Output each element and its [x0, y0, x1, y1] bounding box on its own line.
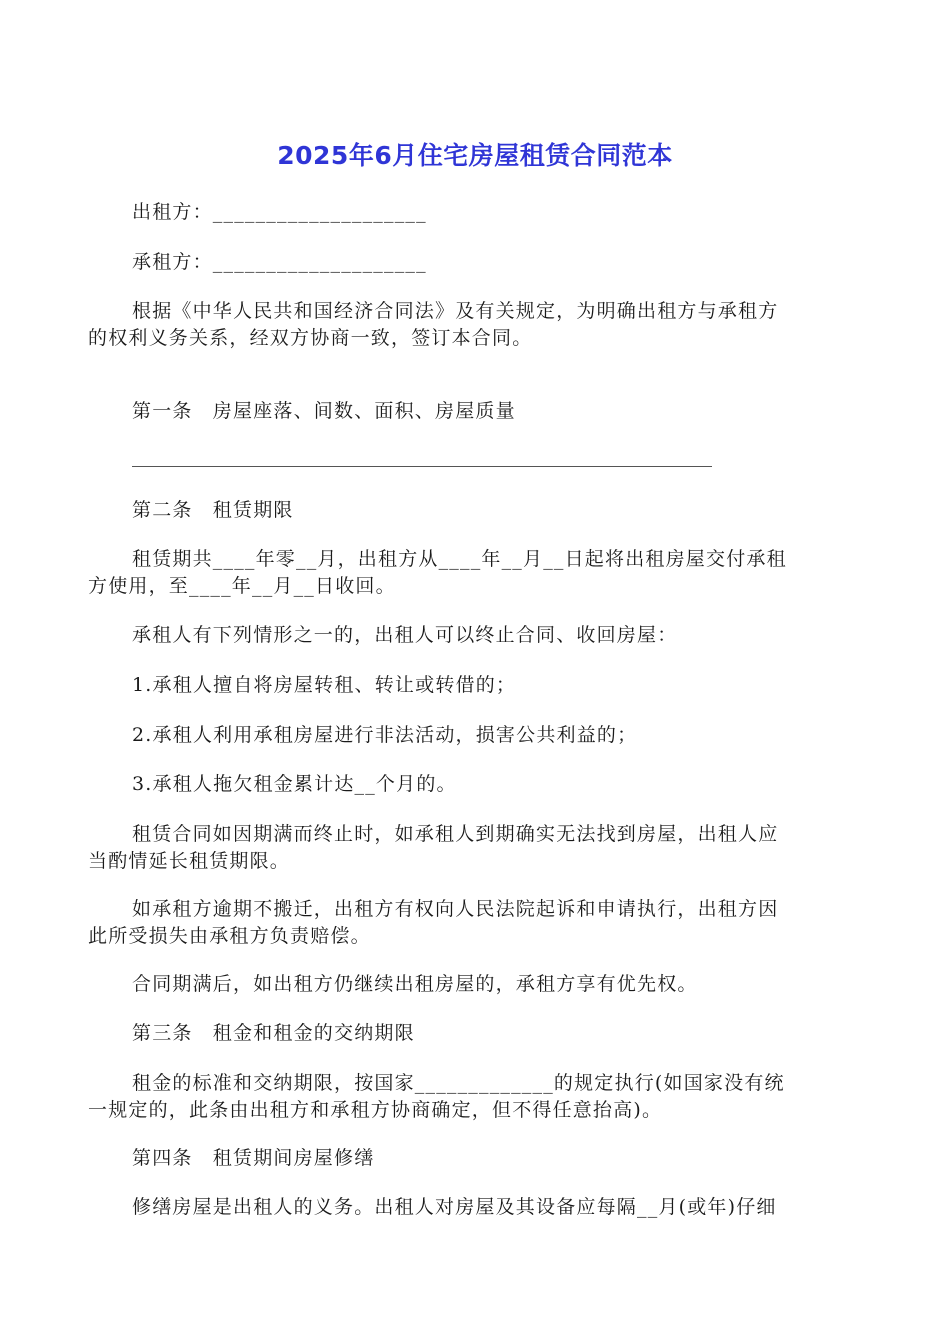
termination-intro: 承租人有下列情形之一的，出租人可以终止合同、收回房屋： [132, 624, 678, 646]
rent-line-1: 租金的标准和交纳期限，按国家_____________的规定执行(如国家没有统 [132, 1072, 785, 1094]
rent-line-2: 一规定的，此条由出租方和承租方协商确定，但不得任意抬高)。 [88, 1099, 663, 1121]
article-3-heading: 第三条 租金和租金的交纳期限 [132, 1022, 415, 1044]
termination-item-1: 1.承租人擅自将房屋转租、转让或转借的； [132, 674, 517, 696]
priority-line: 合同期满后，如出租方仍继续出租房屋的，承租方享有优先权。 [132, 973, 698, 995]
preamble-line-1: 根据《中华人民共和国经济合同法》及有关规定，为明确出租方与承租方 [132, 300, 779, 322]
overdue-line-1: 如承租方逾期不搬迁，出租方有权向人民法院起诉和申请执行，出租方因 [132, 898, 779, 920]
repair-line-1: 修缮房屋是出租人的义务。出租人对房屋及其设备应每隔__月(或年)仔细 [132, 1196, 777, 1218]
termination-item-2: 2.承租人利用承租房屋进行非法活动，损害公共利益的； [132, 724, 638, 746]
article-4-heading: 第四条 租赁期间房屋修缮 [132, 1147, 375, 1169]
lease-term-line-2: 方使用，至____年__月__日收回。 [88, 575, 396, 597]
article-1-heading: 第一条 房屋座落、间数、面积、房屋质量 [132, 400, 516, 422]
termination-item-3: 3.承租人拖欠租金累计达__个月的。 [132, 773, 457, 795]
article-1-blank-line [132, 466, 712, 467]
lessee-line: 承租方：____________________ [132, 251, 427, 273]
lease-term-line-1: 租赁期共____年零__月，出租方从____年__月__日起将出租房屋交付承租 [132, 548, 787, 570]
overdue-line-2: 此所受损失由承租方负责赔偿。 [88, 925, 371, 947]
document-title: 2025年6月住宅房屋租赁合同范本 [277, 141, 673, 170]
preamble-line-2: 的权利义务关系，经双方协商一致，签订本合同。 [88, 327, 533, 349]
lessor-line: 出租方：____________________ [132, 201, 427, 223]
expiry-line-2: 当酌情延长租赁期限。 [88, 850, 291, 872]
expiry-line-1: 租赁合同如因期满而终止时，如承租人到期确实无法找到房屋，出租人应 [132, 823, 779, 845]
article-2-heading: 第二条 租赁期限 [132, 499, 294, 521]
